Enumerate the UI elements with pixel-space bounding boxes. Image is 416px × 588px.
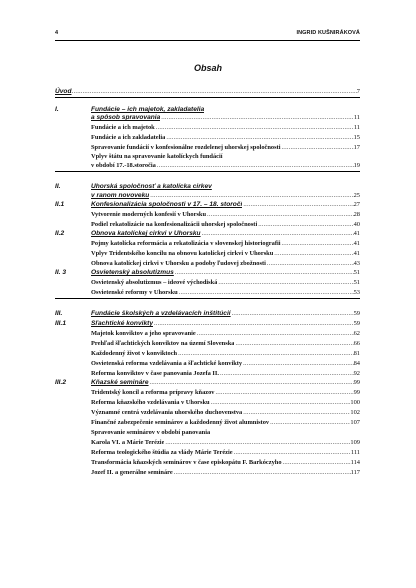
toc-entry: [55, 439, 360, 447]
toc-entry-title: Spravovanie fundácií v konfesionálne rozdelenej uhorskej spoločnosti: [91, 144, 281, 151]
dot-leader: [257, 221, 353, 229]
toc-entry-title: Fundácie a ich majetok: [91, 124, 155, 131]
toc-entry: [55, 201, 360, 209]
toc-page-number: 17: [353, 144, 360, 151]
dot-leader: [210, 399, 351, 407]
toc-entry: [55, 230, 360, 238]
toc-page-number: 107: [350, 419, 360, 426]
toc-page-number: 62: [353, 330, 360, 337]
toc-entry-title: Karola VI. a Márie Terézie: [91, 439, 165, 446]
toc-entry-title: Konfesionalizácia spoločnosti v 17. – 18. storočí: [91, 201, 243, 208]
dot-leader: [164, 439, 350, 447]
toc-entry-title: Reforma kňazského vzdelávania v Uhorsku: [91, 399, 210, 406]
toc-page-number: 25: [353, 192, 360, 199]
toc-entry-title: Osvietenská reforma vzdelávania a šľachtické konvikty: [91, 360, 243, 367]
toc-entry-title: a spôsob spravovania: [91, 114, 161, 121]
toc-entry: [55, 360, 360, 368]
toc-entry: [55, 192, 360, 200]
toc-page-number: 81: [353, 350, 360, 357]
toc-entry-title: Významné centrá vzdelávania uhorského duchovenstva: [91, 409, 243, 416]
toc-entry-title: Fundácie školských a vzdelávacích inštitúcií: [91, 310, 231, 317]
toc-entry-number: Úvod: [55, 88, 72, 95]
running-header: [55, 29, 360, 41]
dot-leader: [215, 389, 354, 397]
toc-entry-title: Reforma teologického štúdia za vlády Márie Terézie: [91, 449, 233, 456]
dot-leader: [177, 350, 354, 358]
toc-entry-number: III.: [55, 310, 63, 317]
toc-entry-title: Každodenný život v konviktoch: [91, 350, 178, 357]
toc-entry-title: Tridentský koncil a reforma prípravy kňazov: [91, 389, 215, 396]
toc-entry-title: Obnova katolíckej cirkvi v Uhorsku a podoby ľudovej zbožnosti: [91, 260, 266, 267]
toc-entry: [55, 469, 360, 477]
toc-page-number: 84: [353, 360, 360, 367]
toc-entry-number: II. 3: [55, 269, 66, 276]
page-number: 4: [55, 30, 59, 36]
dot-leader: [282, 459, 351, 467]
toc-entry: [55, 279, 360, 287]
toc-entry: [55, 389, 360, 397]
toc-entry: [55, 183, 360, 191]
toc-page-number: 41: [353, 250, 360, 257]
toc-page-number: 28: [353, 211, 360, 218]
toc-entry-title: Pojmy katolícka reformácia a rekatolizácia v slovenskej historiografii: [91, 240, 281, 247]
toc-page-number: 114: [350, 459, 360, 466]
dot-leader: [178, 289, 354, 297]
toc-page-number: 100: [350, 399, 360, 406]
toc-entry-title: Jozef II. a generálne semináre: [91, 469, 173, 476]
toc-entry-number: I.: [55, 106, 59, 113]
dot-leader: [69, 88, 357, 96]
toc-entry: [55, 310, 360, 318]
dot-leader: [149, 379, 354, 387]
dot-leader: [201, 230, 354, 238]
section-divider: [55, 298, 360, 299]
toc-entry-title: Spravovanie seminárov v období panovania: [91, 429, 211, 436]
toc-entry-title: Vytvorenie moderných konfesií v Uhorsku: [91, 211, 207, 218]
toc-entry: [55, 429, 360, 437]
toc-entry: [55, 419, 360, 427]
dot-leader: [234, 340, 353, 348]
dot-leader: [206, 211, 354, 219]
toc-page-number: 117: [350, 469, 360, 476]
toc-entry: [55, 88, 360, 96]
toc-entry-title: Podiel rekatolizácie na konfesionalizácii uhorskej spoločnosti: [91, 221, 258, 228]
toc-entry-title: Fundácie – ich majetok, zakladatelia: [91, 106, 205, 113]
toc-page-number: 27: [353, 201, 360, 208]
toc-entry-title: Obnova katolíckej cirkvi v Uhorsku: [91, 230, 201, 237]
toc-entry-title: Kňazské semináre: [91, 379, 149, 386]
toc-page-number: 15: [353, 134, 360, 141]
toc-page-number: 11: [353, 114, 360, 121]
dot-leader: [149, 192, 353, 200]
toc-entry: [55, 134, 360, 142]
toc-page-number: 43: [353, 260, 360, 267]
toc-entry: [55, 449, 360, 457]
toc-entry: [55, 370, 360, 378]
toc-entry-number: II.1: [55, 201, 65, 208]
toc-page-number: 41: [353, 230, 360, 237]
toc-entry: [55, 459, 360, 467]
section-divider: [55, 97, 360, 98]
toc-page-number: 40: [353, 221, 360, 228]
dot-leader: [231, 310, 354, 318]
toc-entry-title: Majetok konviktov a jeho spravovanie: [91, 330, 196, 337]
toc-page-number: 99: [353, 379, 360, 386]
dot-leader: [156, 162, 354, 170]
dot-leader: [155, 124, 354, 132]
toc-entry: [55, 240, 360, 248]
toc-entry-number: III.2: [55, 379, 66, 386]
toc-entry-number: II.2: [55, 230, 65, 237]
toc-entry: [55, 250, 360, 258]
toc-entry: [55, 114, 360, 122]
toc-page-number: 19: [353, 162, 360, 169]
toc-page-number: 109: [350, 439, 360, 446]
toc-entry: [55, 260, 360, 268]
toc-entry-title: Šľachtické konvikty: [91, 320, 153, 327]
toc-page-number: 99: [353, 389, 360, 396]
section-divider: [55, 171, 360, 172]
toc-page-number: 7: [356, 88, 360, 95]
toc-entry-title: Osvietenský absolutizmus – ideové východiská: [91, 279, 218, 286]
toc-entry: [55, 399, 360, 407]
dot-leader: [233, 449, 351, 457]
toc-entry-title: Fundácie a ich zakladatelia: [91, 134, 166, 141]
dot-leader: [173, 469, 351, 477]
toc-entry-title: Reforma konviktov v čase panovania Jozefa II.: [91, 370, 219, 377]
dot-leader: [217, 279, 353, 287]
toc-entry-title: v ranom novoveku: [91, 192, 150, 199]
toc-entry-title: Finančné zabezpečenie seminárov a každodenný život alumnistov: [91, 419, 270, 426]
toc-entry: [55, 124, 360, 132]
dot-leader: [174, 269, 354, 277]
toc-entry-title: Osvietenský absolutizmus: [91, 269, 174, 276]
toc-entry: [55, 350, 360, 358]
toc-entry: [55, 340, 360, 348]
toc-page-number: 66: [353, 340, 360, 347]
toc-entry-title: Osvietenské reformy v Uhorsku: [91, 289, 178, 296]
dot-leader: [242, 360, 354, 368]
toc-entry: [55, 269, 360, 277]
toc-entry-title: v období 17.-18.storočia: [91, 162, 156, 169]
toc-entry: [55, 221, 360, 229]
author-name: INGRID KUŠNIRÁKOVÁ: [296, 30, 360, 36]
toc-page-number: 111: [350, 449, 360, 456]
dot-leader: [281, 240, 354, 248]
toc-entry: [55, 379, 360, 387]
toc-entry-title: Prehľad šľachtických konviktov na území Slovenska: [91, 340, 235, 347]
toc-entry: [55, 144, 360, 152]
dot-leader: [153, 320, 354, 328]
toc-entry: [55, 320, 360, 328]
toc-entry-title: Vplyv štátu na spravovanie katolíckych fundácií: [91, 153, 223, 160]
toc-page-number: 92: [353, 370, 360, 377]
dot-leader: [281, 144, 354, 152]
toc-page-number: 53: [353, 289, 360, 296]
toc-entry: [55, 162, 360, 170]
toc-entry-number: II.: [55, 183, 61, 190]
dot-leader: [242, 409, 350, 417]
toc-page-number: 59: [353, 310, 360, 317]
dot-leader: [160, 114, 354, 122]
toc-entry-number: III.1: [55, 320, 66, 327]
toc-entry: [55, 409, 360, 417]
toc-entry: [55, 289, 360, 297]
toc-entry: [55, 153, 360, 161]
dot-leader: [269, 419, 350, 427]
toc-page-number: 59: [353, 320, 360, 327]
dot-leader: [242, 201, 353, 209]
toc-entry: [55, 106, 360, 114]
toc-page-number: 51: [353, 269, 360, 276]
toc-page-number: 51: [353, 279, 360, 286]
toc-entry-title: Uhorská spoločnosť a katolícka cirkev: [91, 183, 212, 190]
toc-page-number: 102: [350, 409, 360, 416]
dot-leader: [273, 250, 353, 258]
dot-leader: [266, 260, 354, 268]
dot-leader: [196, 330, 354, 338]
toc-entry-title: Vplyv Tridentského koncilu na obnovu katolíckej cirkvi v Uhorsku: [91, 250, 274, 257]
toc-entry: [55, 330, 360, 338]
dot-leader: [219, 370, 354, 378]
toc-page-number: 11: [353, 124, 360, 131]
dot-leader: [165, 134, 353, 142]
toc-entry: [55, 211, 360, 219]
toc-entry-title: Transformácia kňazských seminárov v čase episkopátu F. Barkóczyho: [91, 459, 282, 466]
toc-page-number: 41: [353, 240, 360, 247]
toc-title: Obsah: [193, 63, 222, 73]
